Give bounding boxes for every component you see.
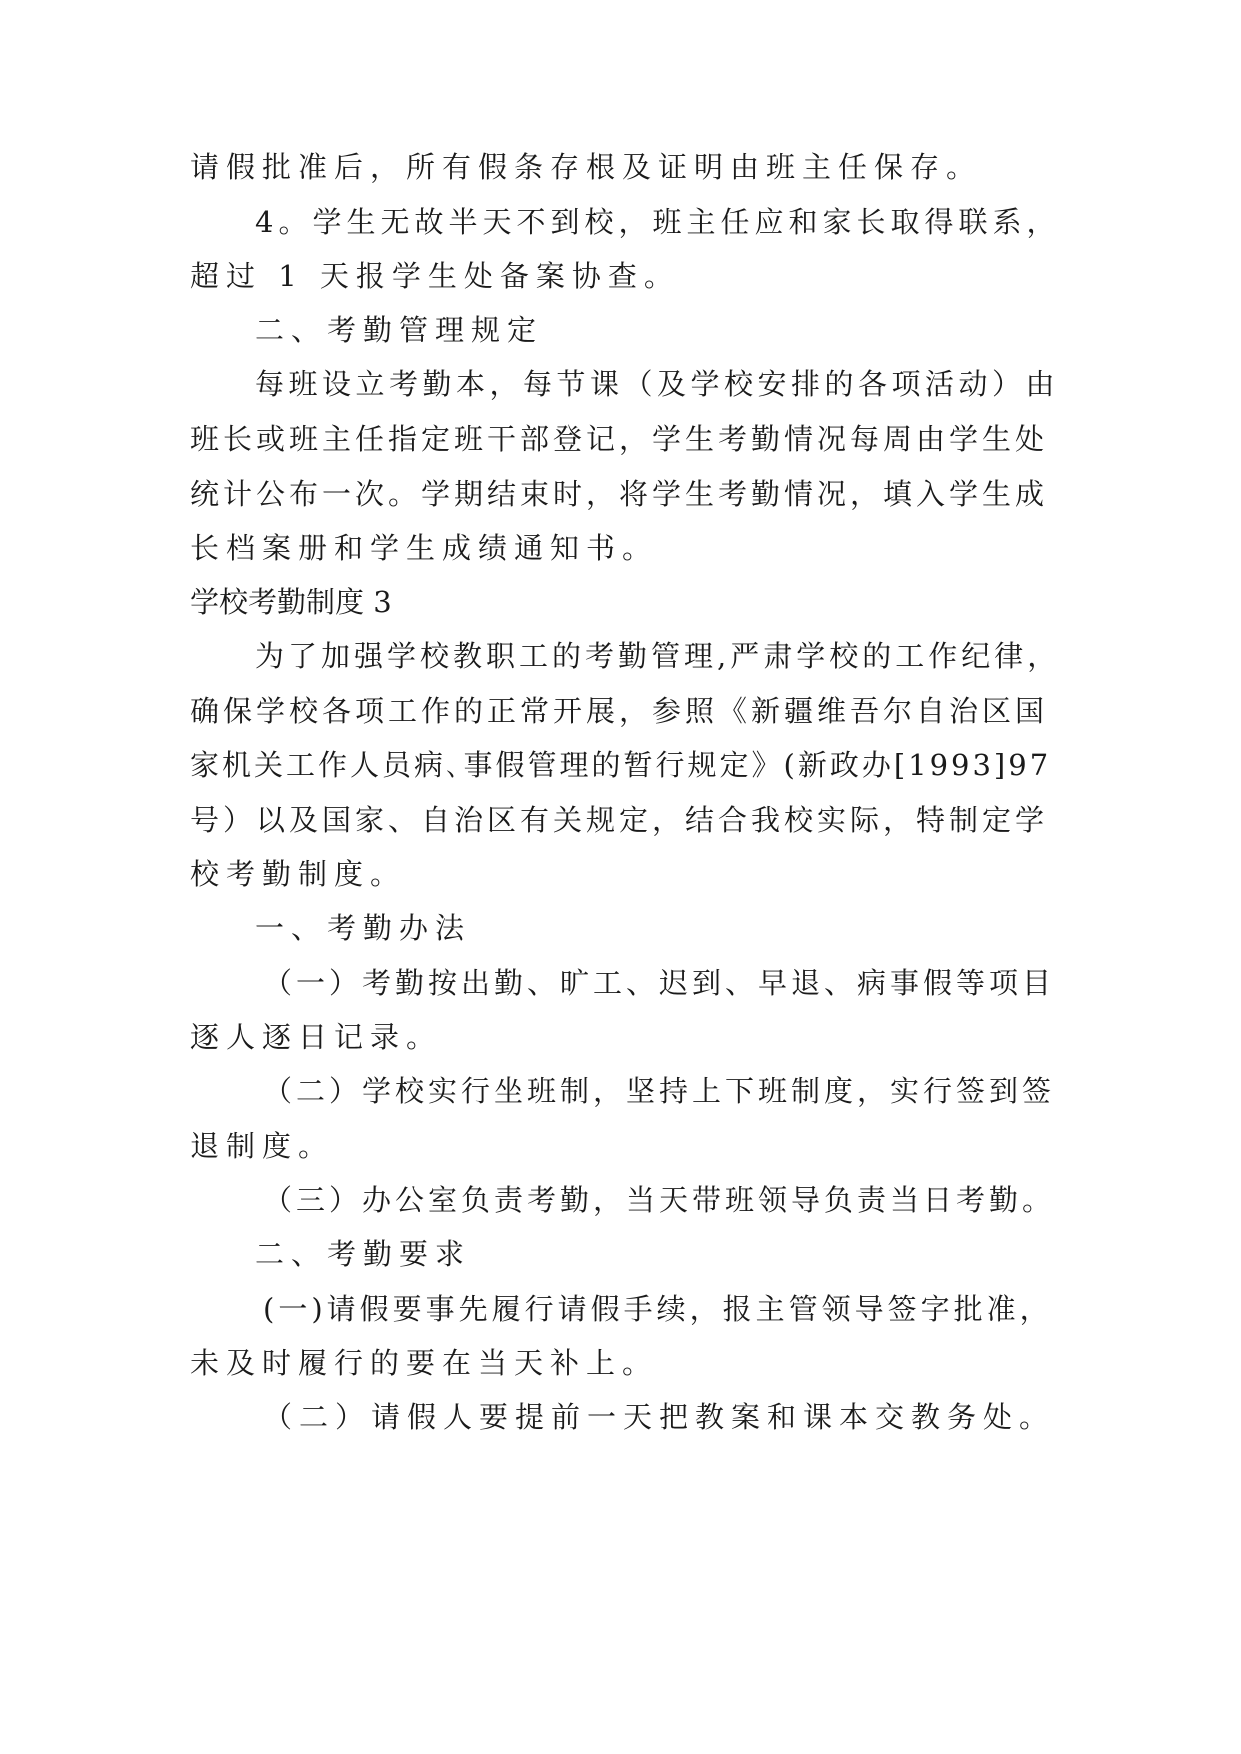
text-line: 请假批准后，所有假条存根及证明由班主任保存。 xyxy=(190,150,983,184)
text-line: 号）以及国家、自治区有关规定，结合我校实际，特制定学 xyxy=(190,803,1049,837)
section-heading: 二、考勤要求 xyxy=(255,1237,472,1271)
text-line: (一)请假要事先履行请假手续，报主管领导签字批准， xyxy=(263,1292,1053,1326)
text-line: 未及时履行的要在当天补上。 xyxy=(190,1346,659,1380)
text-line: 为了加强学校教职工的考勤管理,严肃学校的工作纪律， xyxy=(255,639,1061,673)
text-line: （二）请假人要提前一天把教案和课本交教务处。 xyxy=(263,1400,1056,1434)
document-title: 学校考勤制度 3 xyxy=(190,585,392,619)
text-line: 每班设立考勤本，每节课（及学校安排的各项活动）由 xyxy=(255,367,1060,401)
text-line: 家机关工作人员病､事假管理的暂行规定》(新政办[1993]97 xyxy=(190,748,1052,782)
text-line: 校考勤制度。 xyxy=(190,857,407,891)
text-line: 统计公布一次。学期结束时，将学生考勤情况，填入学生成 xyxy=(190,477,1049,511)
text-line: 逐人逐日记录。 xyxy=(190,1020,443,1054)
text-line: （一）考勤按出勤、旷工、迟到、早退、病事假等项目 xyxy=(263,966,1056,1000)
text-line: 超过 1 天报学生处备案协查。 xyxy=(190,259,680,293)
text-line: （二）学校实行坐班制，坚持上下班制度，实行签到签 xyxy=(263,1074,1056,1108)
text-line: 班长或班主任指定班干部登记，学生考勤情况每周由学生处 xyxy=(190,422,1049,456)
section-heading: 一、考勤办法 xyxy=(255,911,472,945)
text-line: 长档案册和学生成绩通知书。 xyxy=(190,531,659,565)
text-line: 退制度。 xyxy=(190,1129,335,1163)
text-line: 确保学校各项工作的正常开展，参照《新疆维吾尔自治区国 xyxy=(190,694,1049,728)
text-line: （三）办公室负责考勤，当天带班领导负责当日考勤。 xyxy=(263,1183,1056,1217)
section-heading: 二、考勤管理规定 xyxy=(255,313,544,347)
text-line: 4。学生无故半天不到校，班主任应和家长取得联系， xyxy=(255,205,1061,239)
